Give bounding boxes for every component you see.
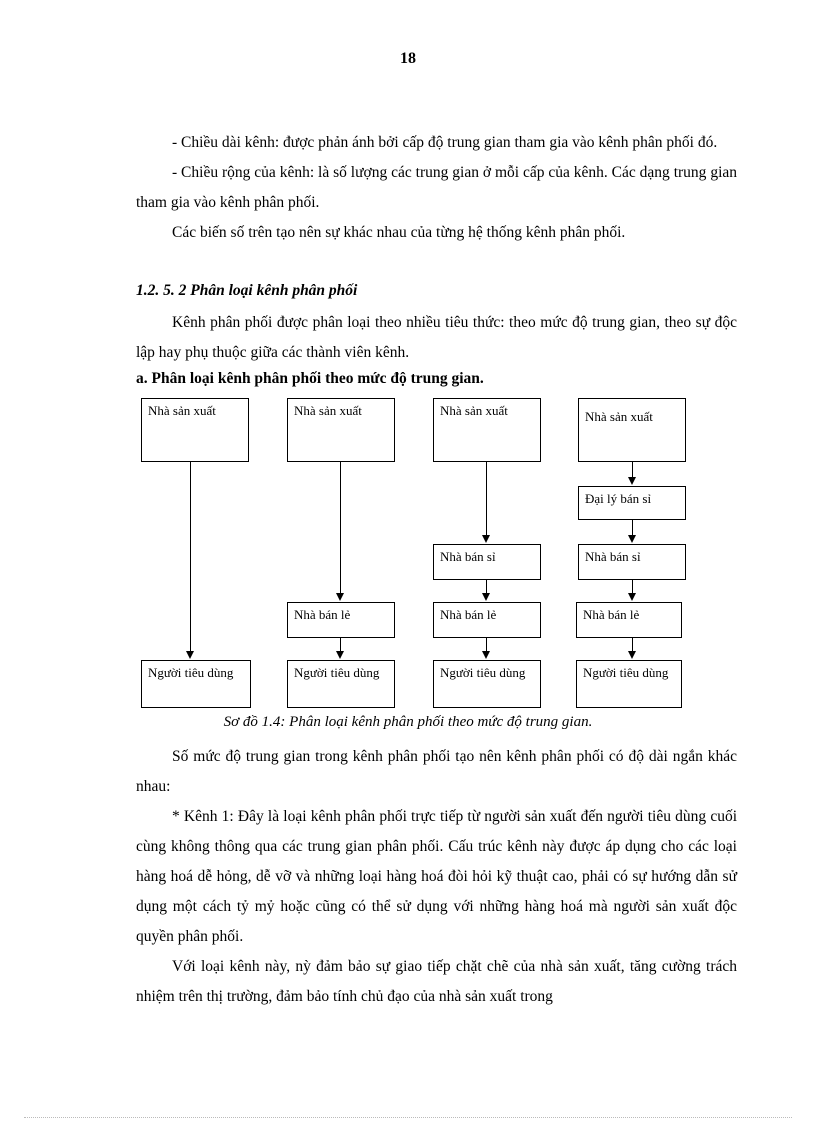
- producer-box-2: Nhà sản xuất: [287, 398, 395, 462]
- consumer-box-2: Người tiêu dùng: [287, 660, 395, 708]
- body-text: [136, 742, 737, 1012]
- connector-line: [632, 520, 633, 536]
- consumer-box-3: Người tiêu dùng: [433, 660, 541, 708]
- arrow-down-icon: [628, 477, 636, 485]
- connector-line: [340, 462, 341, 594]
- connector-line: [632, 462, 633, 478]
- arrow-down-icon: [482, 651, 490, 659]
- retailer-box-4: Nhà bán lẻ: [576, 602, 682, 638]
- consumer-box-1: Người tiêu dùng: [141, 660, 251, 708]
- page-bottom-border: [24, 1117, 792, 1118]
- paragraph-classification: Kênh phân phối được phân loại theo nhiều tiêu thức: theo mức độ trung gian, theo sự độc lập hay phụ thuộc giữa các thành viên kênh.: [136, 314, 737, 361]
- connector-line: [486, 638, 487, 652]
- section-intro-text: [136, 308, 737, 368]
- agent-box-4: Đại lý bán sỉ: [578, 486, 686, 520]
- paragraph-channel-1: * Kênh 1: Đây là loại kênh phân phối trực tiếp từ người sản xuất đến người tiêu dùng cuối cùng không thông qua các trung gian phân phối. Cấu trúc kênh này được áp dụng cho các loại hàng hoá dễ hỏng, dễ vỡ và những loại hàng hoá đòi hỏi kỹ thuật cao, phải có sự hướng dẫn sử dụng một cách tỷ mỷ hoặc cũng có thể sử dụng với những hàng hoá mà người sản xuất độc quyền phân phối.: [136, 808, 737, 945]
- arrow-down-icon: [482, 593, 490, 601]
- connector-line: [190, 462, 191, 652]
- connector-line: [632, 638, 633, 652]
- producer-box-3: Nhà sản xuất: [433, 398, 541, 462]
- connector-line: [632, 580, 633, 594]
- arrow-down-icon: [628, 535, 636, 543]
- arrow-down-icon: [336, 651, 344, 659]
- subheading-intermediary-levels: a. Phân loại kênh phân phối theo mức độ trung gian.: [136, 370, 484, 387]
- producer-box-1: Nhà sản xuất: [141, 398, 249, 462]
- connector-line: [340, 638, 341, 652]
- producer-box-4: Nhà sản xuất: [578, 398, 686, 462]
- paragraph-levels: Số mức độ trung gian trong kênh phân phối tạo nên kênh phân phối có độ dài ngắn khác nhau:: [136, 748, 737, 795]
- wholesaler-box-3: Nhà bán sỉ: [433, 544, 541, 580]
- page-number: 18: [400, 50, 416, 67]
- retailer-box-3: Nhà bán lẻ: [433, 602, 541, 638]
- paragraph-variables: Các biến số trên tạo nên sự khác nhau của từng hệ thống kênh phân phối.: [172, 224, 626, 241]
- arrow-down-icon: [628, 593, 636, 601]
- diagram-caption: Sơ đồ 1.4: Phân loại kênh phân phối theo mức độ trung gian.: [223, 714, 593, 730]
- arrow-down-icon: [482, 535, 490, 543]
- intro-text: [136, 128, 737, 248]
- section-heading: 1.2. 5. 2 Phân loại kênh phân phối: [136, 282, 358, 299]
- retailer-box-2: Nhà bán lẻ: [287, 602, 395, 638]
- wholesaler-box-4: Nhà bán sỉ: [578, 544, 686, 580]
- arrow-down-icon: [186, 651, 194, 659]
- arrow-down-icon: [336, 593, 344, 601]
- arrow-down-icon: [628, 651, 636, 659]
- paragraph-channel-length: - Chiều dài kênh: được phản ánh bởi cấp độ trung gian tham gia vào kênh phân phối đó.: [172, 134, 718, 151]
- paragraph-channel-1-benefits: Với loại kênh này, nỳ đảm bảo sự giao tiếp chặt chẽ của nhà sản xuất, tăng cường trách nhiệm trên thị trường, đảm bảo tính chủ đạo của nhà sản xuất trong: [136, 958, 737, 1005]
- consumer-box-4: Người tiêu dùng: [576, 660, 682, 708]
- connector-line: [486, 580, 487, 594]
- paragraph-channel-width: - Chiều rộng của kênh: là số lượng các trung gian ở mỗi cấp của kênh. Các dạng trung gian tham gia vào kênh phân phối.: [136, 164, 737, 211]
- connector-line: [486, 462, 487, 536]
